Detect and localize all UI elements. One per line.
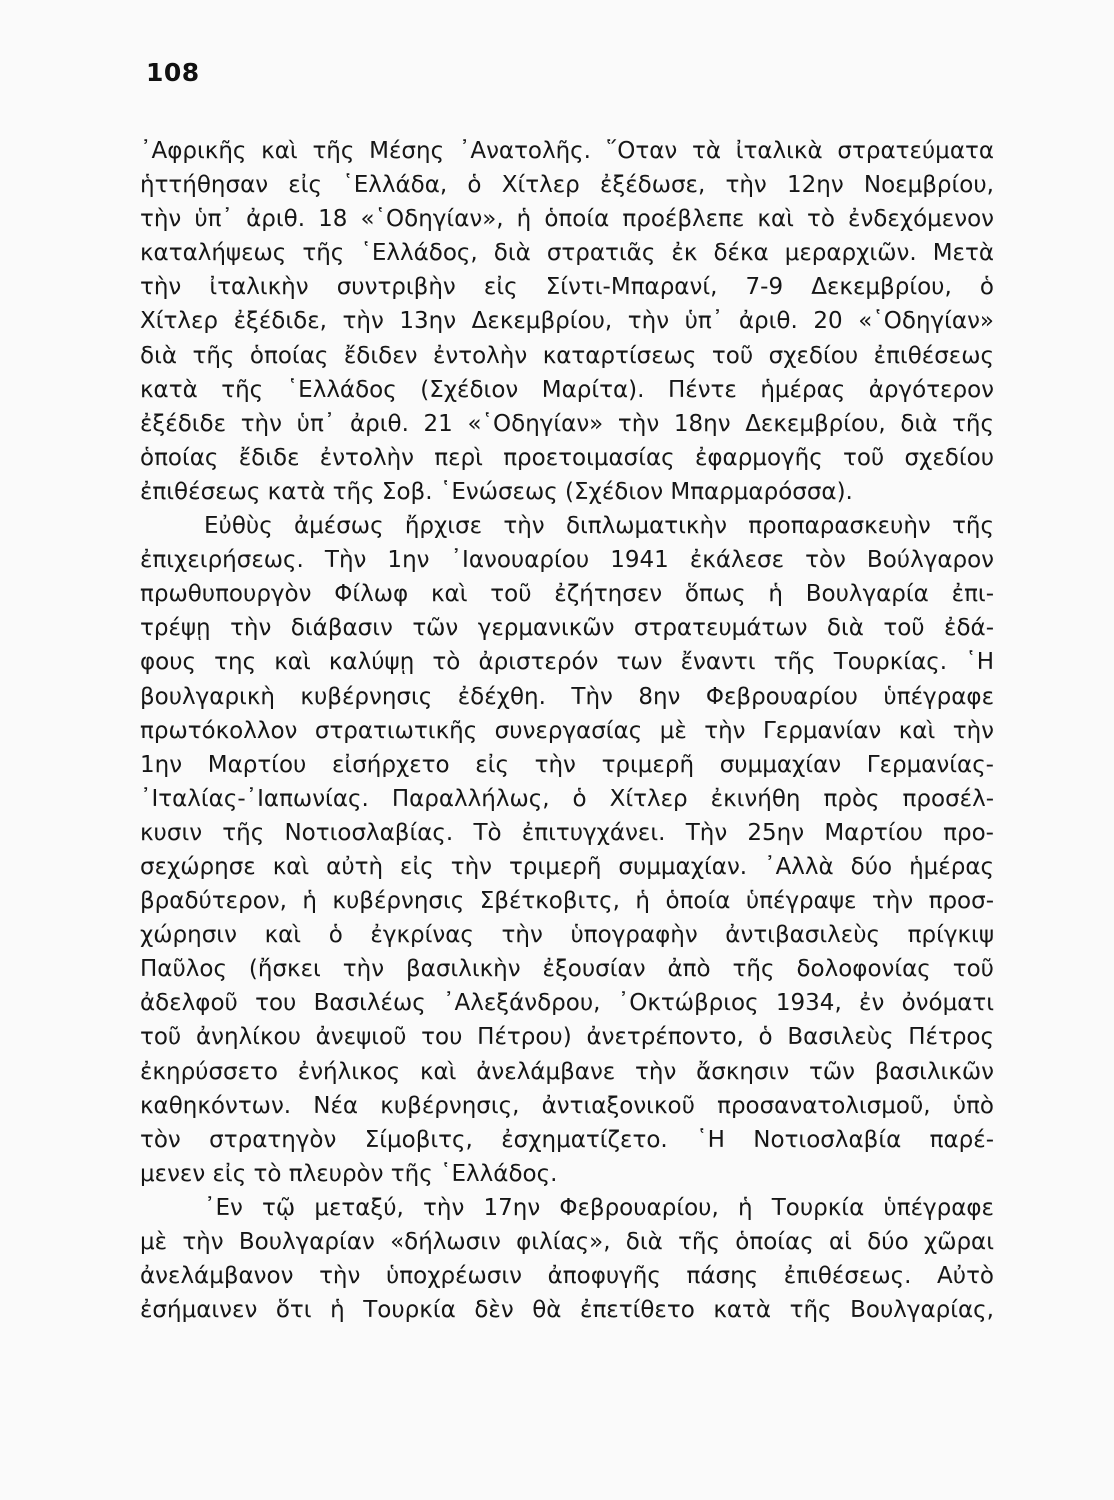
text-line: ἐσήμαινεν ὅτι ἡ Τουρκία δὲν θὰ ἐπετίθετο κατὰ τῆς Βουλγαρίας, bbox=[140, 1297, 994, 1324]
text-line: τὸν στρατηγὸν Σίμοβιτς, ἐσχηματίζετο. ῾Η Νοτιοσλαβία παρέ- bbox=[140, 1126, 994, 1153]
text-line: ἐπιθέσεως κατὰ τῆς Σοβ. ῾Ενώσεως (Σχέδιον Μπαρμαρόσσα). bbox=[140, 478, 853, 505]
paragraph-2 bbox=[140, 509, 994, 1191]
text-line: φους της καὶ καλύψῃ τὸ ἀριστερόν των ἔναντι τῆς Τουρκίας. ῾Η bbox=[140, 649, 994, 676]
text-line: καταλήψεως τῆς ῾Ελλάδος, διὰ στρατιᾶς ἐκ δέκα μεραρχιῶν. Μετὰ bbox=[140, 240, 994, 267]
text-line: Εὐθὺς ἀμέσως ἤρχισε τὴν διπλωματικὴν προπαρασκευὴν τῆς bbox=[204, 513, 994, 540]
text-line: καθηκόντων. Νέα κυβέρνησις, ἀντιαξονικοῦ προσανατολισμοῦ, ὑπὸ bbox=[140, 1092, 994, 1119]
text-line: ἀδελφοῦ του Βασιλέως ᾽Αλεξάνδρου, ᾽Οκτώβριος 1934, ἐν ὀνόματι bbox=[140, 990, 994, 1017]
text-line: 1ην Μαρτίου εἰσήρχετο εἰς τὴν τριμερῆ συμμαχίαν Γερμανίας- bbox=[140, 751, 994, 778]
text-line: ᾽Εν τῷ μεταξύ, τὴν 17ην Φεβρουαρίου, ἡ Τουρκία ὑπέγραφε bbox=[204, 1194, 994, 1221]
text-line: ἐκηρύσσετο ἐνήλικος καὶ ἀνελάμβανε τὴν ἄσκησιν τῶν βασιλικῶν bbox=[140, 1058, 994, 1085]
text-line: μὲ τὴν Βουλγαρίαν «δήλωσιν φιλίας», διὰ τῆς ὁποίας αἱ δύο χῶραι bbox=[140, 1229, 994, 1255]
paragraph-1 bbox=[140, 134, 994, 509]
text-line: τρέψῃ τὴν διάβασιν τῶν γερμανικῶν στρατευμάτων διὰ τοῦ ἐδά- bbox=[140, 615, 994, 642]
text-line: ᾽Ιταλίας-᾽Ιαπωνίας. Παραλλήλως, ὁ Χίτλερ ἐκινήθη πρὸς προσέλ- bbox=[140, 785, 994, 812]
text-line: τὴν ὑπ᾽ ἀριθ. 18 «῾Οδηγίαν», ἡ ὁποία προέβλεπε καὶ τὸ ἐνδεχόμενον bbox=[140, 206, 994, 233]
page-number: 108 bbox=[146, 58, 200, 87]
text-line: ὁποίας ἔδιδε ἐντολὴν περὶ προετοιμασίας ἐφαρμογῆς τοῦ σχεδίου bbox=[140, 444, 994, 471]
text-line: σεχώρησε καὶ αὐτὴ εἰς τὴν τριμερῆ συμμαχίαν. ᾽Αλλὰ δύο ἡμέρας bbox=[140, 853, 994, 880]
text-line: βουλγαρικὴ κυβέρνησις ἐδέχθη. Τὴν 8ην Φεβρουαρίου ὑπέγραφε bbox=[140, 683, 994, 710]
text-line: τὴν ἰταλικὴν συντριβὴν εἰς Σίντι-Μπαρανί, 7-9 Δεκεμβρίου, ὁ bbox=[140, 274, 994, 301]
text-line: διὰ τῆς ὁποίας ἔδιδεν ἐντολὴν καταρτίσεως τοῦ σχεδίου ἐπιθέσεως bbox=[140, 342, 994, 369]
text-line: ἀνελάμβανον τὴν ὑποχρέωσιν ἀποφυγῆς πάσης ἐπιθέσεως. Αὐτὸ bbox=[140, 1263, 994, 1290]
paragraph-3 bbox=[140, 1191, 994, 1327]
text-line: ᾽Αφρικῆς καὶ τῆς Μέσης ᾽Ανατολῆς. ῞Οταν τὰ ἰταλικὰ στρατεύματα bbox=[140, 138, 994, 164]
text-line: βραδύτερον, ἡ κυβέρνησις Σβέτκοβιτς, ἡ ὁποία ὑπέγραψε τὴν προσ- bbox=[140, 888, 994, 915]
text-line: πρωθυπουργὸν Φίλωφ καὶ τοῦ ἐζήτησεν ὅπως ἡ Βουλγαρία ἐπι- bbox=[140, 581, 994, 608]
text-line: τοῦ ἀνηλίκου ἀνεψιοῦ του Πέτρου) ἀνετρέποντο, ὁ Βασιλεὺς Πέτρος bbox=[140, 1024, 994, 1051]
text-line: χώρησιν καὶ ὁ ἐγκρίνας τὴν ὑπογραφὴν ἀντιβασιλεὺς πρίγκιψ bbox=[140, 922, 994, 949]
text-line: Χίτλερ ἐξέδιδε, τὴν 13ην Δεκεμβρίου, τὴν ὑπ᾽ ἀριθ. 20 «῾Οδηγίαν» bbox=[140, 308, 994, 335]
text-line: ἐξέδιδε τὴν ὑπ᾽ ἀριθ. 21 «῾Οδηγίαν» τὴν 18ην Δεκεμβρίου, διὰ τῆς bbox=[140, 410, 994, 437]
text-line: ἡττήθησαν εἰς ῾Ελλάδα, ὁ Χίτλερ ἐξέδωσε, τὴν 12ην Νοεμβρίου, bbox=[140, 172, 994, 199]
text-line: κατὰ τῆς ῾Ελλάδος (Σχέδιον Μαρίτα). Πέντε ἡμέρας ἀργότερον bbox=[140, 376, 994, 403]
text-line: μενεν εἰς τὸ πλευρὸν τῆς ῾Ελλάδος. bbox=[140, 1160, 558, 1187]
text-line: Παῦλος (ἤσκει τὴν βασιλικὴν ἐξουσίαν ἀπὸ τῆς δολοφονίας τοῦ bbox=[140, 956, 994, 983]
text-line: ἐπιχειρήσεως. Τὴν 1ην ᾽Ιανουαρίου 1941 ἐκάλεσε τὸν Βούλγαρον bbox=[140, 547, 994, 574]
body-text bbox=[140, 134, 994, 1327]
text-line: κυσιν τῆς Νοτιοσλαβίας. Τὸ ἐπιτυγχάνει. Τὴν 25ην Μαρτίου προ- bbox=[140, 819, 994, 846]
text-line: πρωτόκολλον στρατιωτικῆς συνεργασίας μὲ τὴν Γερμανίαν καὶ τὴν bbox=[140, 717, 994, 744]
